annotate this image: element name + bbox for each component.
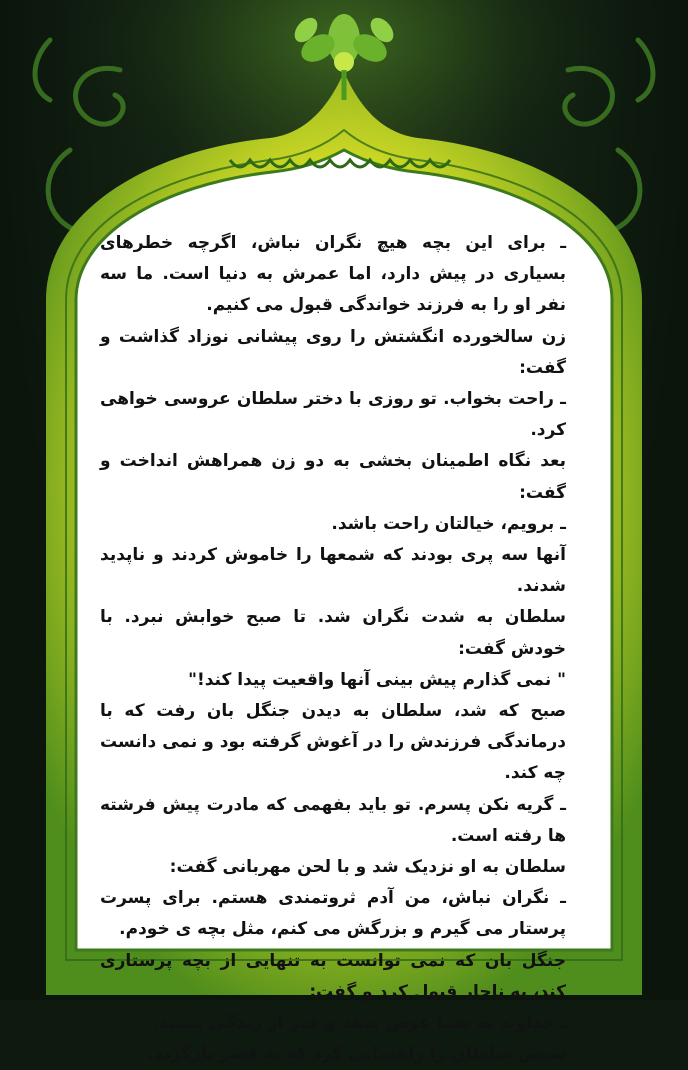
paragraph: سلطان به شدت نگران شد. تا صبح خوابش نبرد. با خودش گفت: bbox=[100, 607, 566, 659]
paragraph: سپس سلطان را راهنمایی کرد که به قصر بازگردد. bbox=[147, 1044, 566, 1065]
paragraph: آنها سه پری بودند که شمعها را خاموش کردند و ناپدید شدند. bbox=[100, 545, 566, 597]
paragraph: صبح که شد، سلطان به دیدن جنگل بان رفت که با درماندگی فرزندش را در آغوش گرفته بود و نمی دانست چه کند. bbox=[100, 701, 566, 784]
paragraph: ـ خداوند به شما عوض بدهد و خیر از زندگی ببینید. bbox=[152, 1013, 566, 1034]
paragraph: بعد نگاه اطمینان بخشی به دو زن همراهش انداخت و گفت: bbox=[100, 451, 566, 503]
paragraph: سلطان به او نزدیک شد و با لحن مهربانی گفت: bbox=[169, 857, 566, 878]
paragraph: ـ راحت بخواب. تو روزی با دختر سلطان عروسی خواهی کرد. bbox=[100, 389, 566, 441]
paragraph: " نمی گذارم پیش بینی آنها واقعیت پیدا کند!" bbox=[188, 669, 566, 690]
paragraph: ـ گریه نکن پسرم. تو باید بفهمی که مادرت پیش فرشته ها رفته است. bbox=[100, 794, 566, 846]
story-text bbox=[100, 228, 588, 1070]
paragraph: ـ برای این بچه هیچ نگران نباش، اگرچه خطرهای بسیاری در پیش دارد، اما عمرش به دنیا است. ما سه نفر او را به فرزند خواندگی قبول می کنیم. bbox=[100, 233, 566, 316]
paragraph: ـ نگران نباش، من آدم ثروتمندی هستم. برای پسرت پرستار می گیرم و بزرگش می کنم، مثل بچه ی خودم. bbox=[100, 888, 566, 940]
paragraph: ـ برویم، خیالتان راحت باشد. bbox=[331, 513, 566, 534]
paragraph: جنگل بان که نمی توانست به تنهایی از بچه پرستاری کند، به ناچار قبول کرد و گفت: bbox=[100, 950, 566, 1002]
paragraph: زن سالخورده انگشتش را روی پیشانی نوزاد گذاشت و گفت: bbox=[100, 326, 566, 378]
